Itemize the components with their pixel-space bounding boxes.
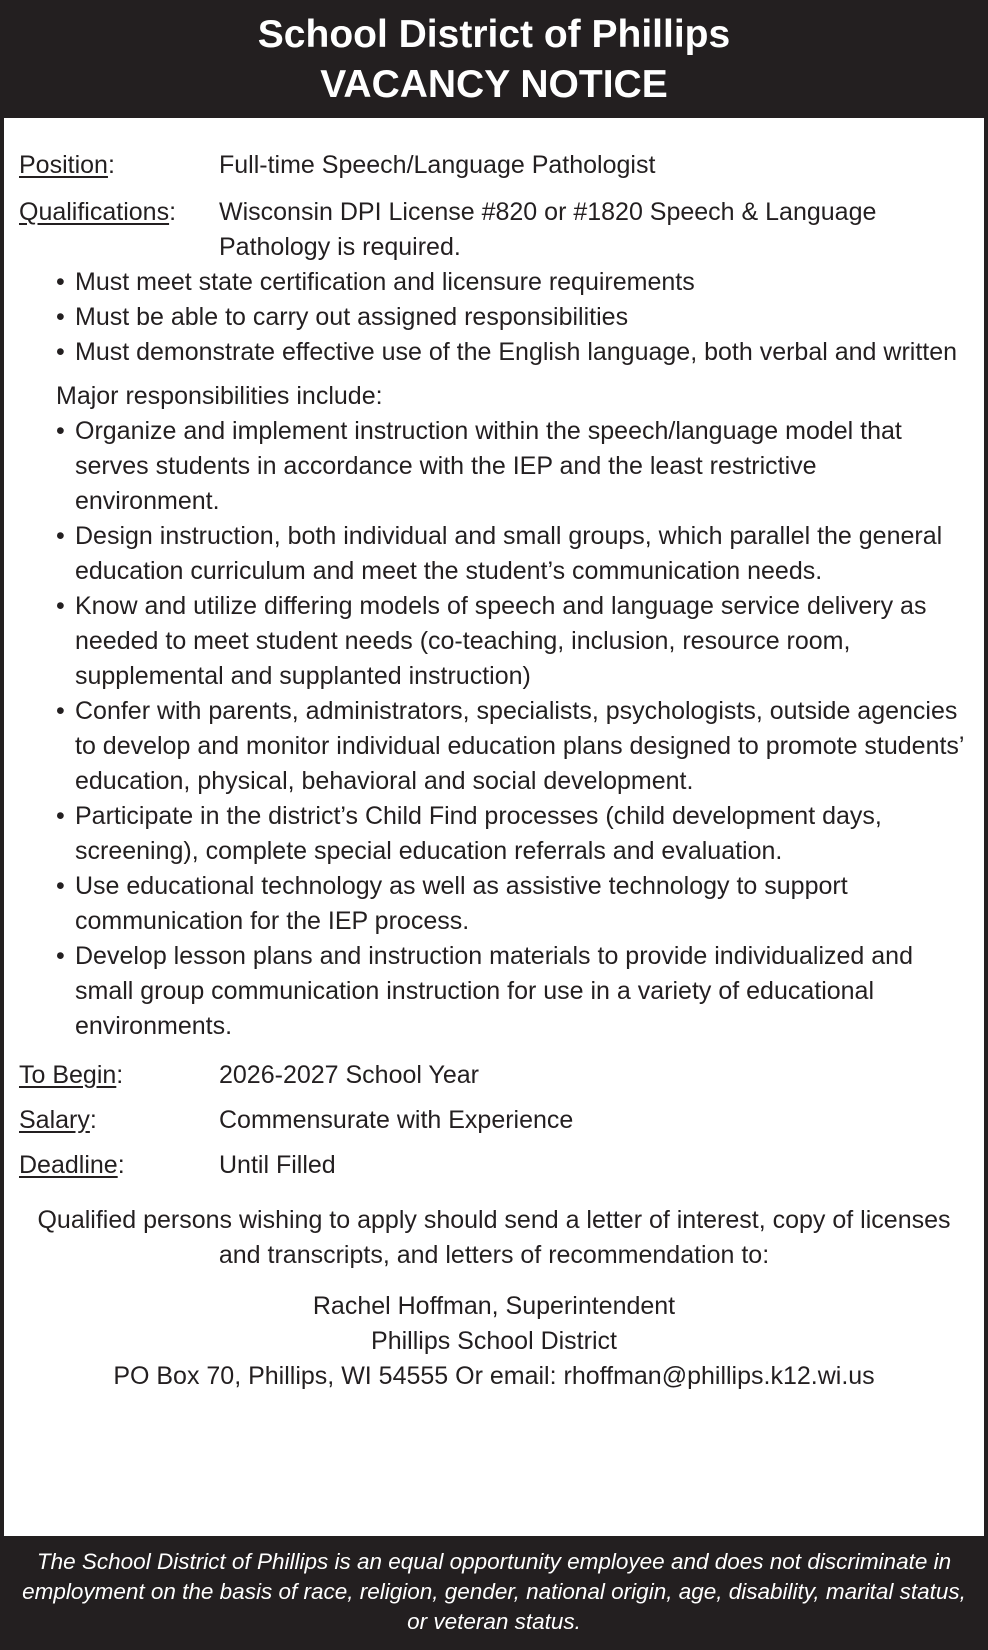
- contact-organization: Phillips School District: [371, 1327, 617, 1355]
- list-item: • Know and utilize differing models of speech and language service delivery as needed to meet student needs (co-teaching, inclusion, resource room, supplemental and supplanted instruction): [56, 589, 984, 694]
- qualifications-list: [4, 265, 984, 370]
- salary-value: Commensurate with Experience: [219, 1106, 574, 1134]
- list-item: • Must demonstrate effective use of the English language, both verbal and written: [56, 335, 984, 370]
- deadline-row: Deadline: Until Filled: [19, 1148, 984, 1183]
- responsibilities-list: [4, 414, 984, 1044]
- deadline-label: Deadline: [19, 1151, 118, 1179]
- notice-body: [4, 118, 984, 1536]
- district-title: School District of Phillips: [257, 13, 731, 56]
- to-begin-value: 2026-2027 School Year: [219, 1061, 479, 1089]
- list-item: • Develop lesson plans and instruction materials to provide individualized and small group communication instruction for use in a variety of educational environments.: [56, 939, 984, 1044]
- qualifications-value: Wisconsin DPI License #820 or #1820 Speech & Language Pathology is required.: [219, 198, 877, 261]
- contact-block: [4, 1289, 984, 1394]
- qualifications-label: Qualifications: [19, 198, 170, 226]
- list-item: • Organize and implement instruction within the speech/language model that serves students in accordance with the IEP and the least restrictive environment.: [56, 414, 984, 519]
- to-begin-row: To Begin: 2026-2027 School Year: [19, 1058, 984, 1093]
- equal-opportunity-statement: The School District of Phillips is an equal opportunity employee and does not discriminate in employment on the basis of race, religion, gender, national origin, age, disability, marital status, or veteran status.: [22, 1549, 966, 1634]
- list-item: • Design instruction, both individual and small groups, which parallel the general education curriculum and meet the student’s communication needs.: [56, 519, 984, 589]
- contact-name: Rachel Hoffman, Superintendent: [312, 1292, 676, 1320]
- position-label: Position: [19, 151, 108, 179]
- position-row: Position: Full-time Speech/Language Pathologist: [19, 148, 984, 183]
- qualifications-row: Qualifications: Wisconsin DPI License #820 or #1820 Speech & Language Pathology is required.: [19, 195, 984, 265]
- contact-address: PO Box 70, Phillips, WI 54555 Or email: rhoffman@phillips.k12.wi.us: [113, 1362, 875, 1390]
- to-begin-label: To Begin: [19, 1061, 117, 1089]
- apply-instructions: Qualified persons wishing to apply should send a letter of interest, copy of licenses and transcripts, and letters of recommendation to:: [37, 1206, 951, 1269]
- notice-header: [4, 0, 984, 118]
- list-item: • Participate in the district’s Child Find processes (child development days, screening), complete special education referrals and evaluation.: [56, 799, 984, 869]
- position-value: Full-time Speech/Language Pathologist: [219, 151, 656, 179]
- responsibilities-intro: Major responsibilities include:: [56, 382, 383, 410]
- notice-subtitle: VACANCY NOTICE: [320, 63, 668, 106]
- deadline-value: Until Filled: [219, 1151, 336, 1179]
- list-item: • Use educational technology as well as assistive technology to support communication for the IEP process.: [56, 869, 984, 939]
- list-item: • Confer with parents, administrators, specialists, psychologists, outside agencies to develop and monitor individual education plans designed to promote students’ education, physical, behavioral and social development.: [56, 694, 984, 799]
- salary-label: Salary: [19, 1106, 90, 1134]
- list-item: • Must be able to carry out assigned responsibilities: [56, 300, 984, 335]
- list-item: • Must meet state certification and licensure requirements: [56, 265, 984, 300]
- salary-row: Salary: Commensurate with Experience: [19, 1103, 984, 1138]
